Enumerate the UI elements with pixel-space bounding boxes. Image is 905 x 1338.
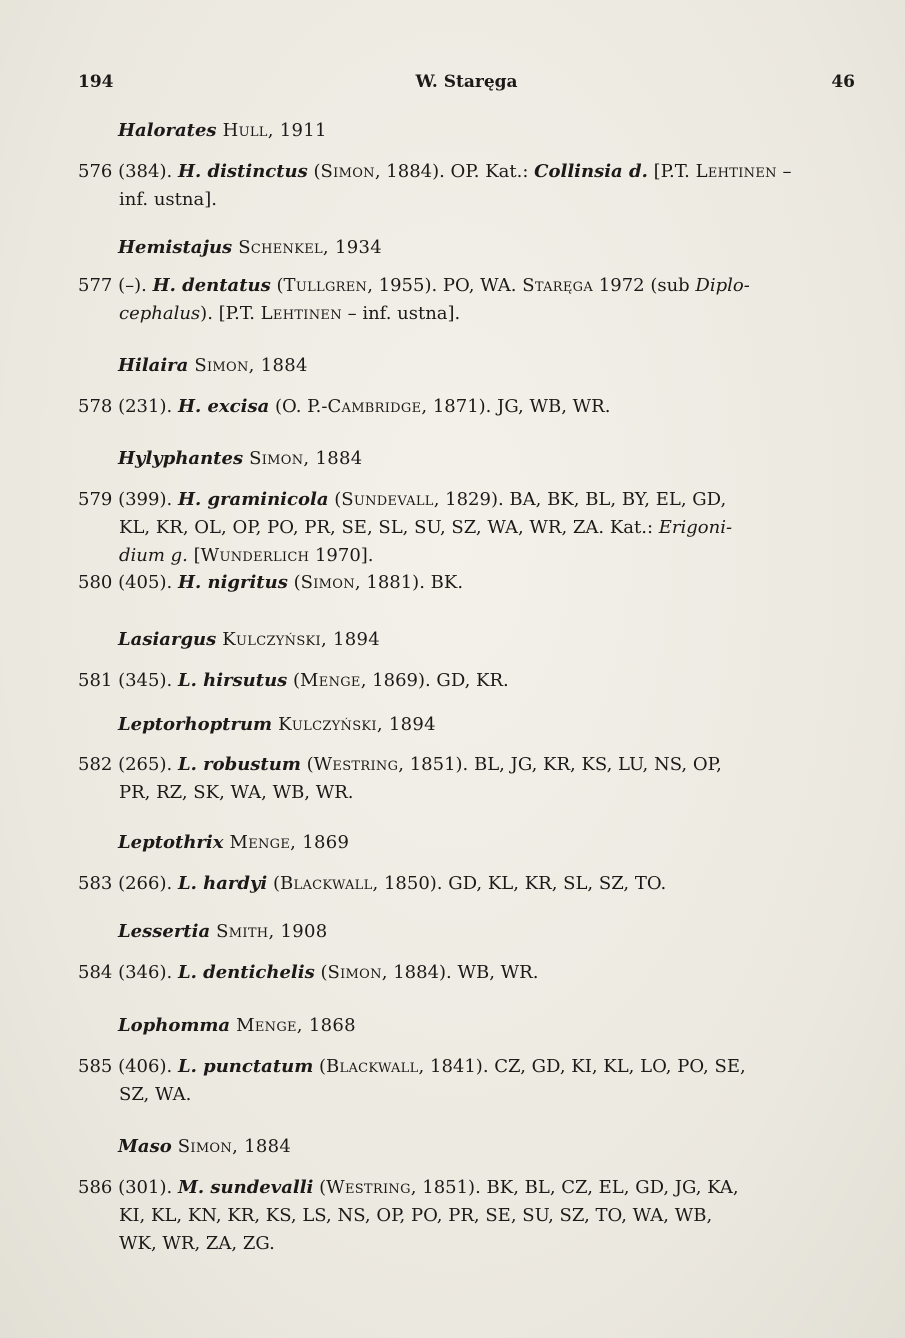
species-entry xyxy=(78,751,868,807)
genus-name: Hilaira xyxy=(118,355,189,376)
entry-line xyxy=(78,667,868,695)
genus-authority: Kulczyński, 1894 xyxy=(216,629,381,650)
text-run: SZ, WA. xyxy=(119,1084,192,1105)
genus-name: Lophomma xyxy=(118,1015,231,1036)
species-entry xyxy=(78,1053,868,1109)
text-run: 1970]. xyxy=(309,545,374,566)
text-run: KL, KR, OL, OP, PO, PR, SE, SL, SU, SZ, WA, WR, ZA. Kat.: xyxy=(119,517,659,538)
species-entry xyxy=(78,569,868,597)
species-entry xyxy=(78,158,868,214)
italic-text: Diplo- xyxy=(695,275,750,296)
genus-heading xyxy=(118,1015,356,1036)
species-entry xyxy=(78,1174,868,1258)
entry-line xyxy=(78,158,868,186)
species-name: L. dentichelis xyxy=(177,962,315,983)
genus-heading xyxy=(118,629,380,650)
text-run: ( xyxy=(300,754,314,775)
genus-name: Leptorhoptrum xyxy=(118,714,273,735)
author-name: Sundevall xyxy=(341,489,434,510)
author-name: Tullgren xyxy=(283,275,368,296)
species-name: H. dentatus xyxy=(152,275,271,296)
text-run: KI, KL, KN, KR, KS, LS, NS, OP, PO, PR, SE, SU, SZ, TO, WA, WB, xyxy=(119,1205,713,1226)
page-number: 194 xyxy=(78,72,114,92)
text-run: inf. ustna]. xyxy=(119,189,217,210)
author-name: Westring xyxy=(326,1177,411,1198)
genus-authority: Menge, 1869 xyxy=(223,832,350,853)
text-run: ( xyxy=(287,670,301,691)
entry-line xyxy=(78,300,868,328)
species-entry xyxy=(78,667,868,695)
text-run: 1972 (sub xyxy=(593,275,696,296)
genus-name: Hylyphantes xyxy=(118,448,244,469)
text-run: 586 (301). xyxy=(78,1177,178,1198)
entry-line xyxy=(78,1174,868,1202)
genus-name: Maso xyxy=(118,1136,172,1157)
text-run: PR, RZ, SK, WA, WB, WR. xyxy=(119,782,354,803)
text-run: – inf. ustna]. xyxy=(341,303,461,324)
genus-name: Lasiargus xyxy=(118,629,217,650)
genus-authority: Kulczyński, 1894 xyxy=(272,714,436,735)
text-run: 583 (266). xyxy=(78,873,178,894)
running-header xyxy=(78,72,855,98)
species-entry xyxy=(78,486,868,570)
genus-heading xyxy=(118,120,327,141)
entry-line xyxy=(78,569,868,597)
italic-text: Erigoni- xyxy=(658,517,733,538)
species-name: L. hirsutus xyxy=(177,670,288,691)
running-author: W. Staręga xyxy=(415,72,518,92)
volume-number: 46 xyxy=(831,72,855,92)
genus-heading xyxy=(118,714,436,735)
author-name: Westring xyxy=(313,754,399,775)
entry-line xyxy=(78,1053,868,1081)
text-run: , 1851). BK, BL, CZ, EL, GD, JG, KA, xyxy=(410,1177,739,1198)
author-name: Lehtinen xyxy=(260,303,342,324)
author-name: Blackwall xyxy=(326,1056,419,1077)
species-name: H. nigritus xyxy=(177,572,288,593)
text-run: , 1869). GD, KR. xyxy=(360,670,509,691)
italic-text: cephalus xyxy=(119,303,201,324)
text-run: ( xyxy=(267,873,280,894)
text-run: , 1884). OP. Kat.: xyxy=(374,161,535,182)
text-run: 580 (405). xyxy=(78,572,178,593)
species-name: H. distinctus xyxy=(177,161,308,182)
genus-authority: Simon, 1884 xyxy=(171,1136,292,1157)
text-run: 576 (384). xyxy=(78,161,178,182)
text-run: 578 (231). xyxy=(78,396,178,417)
genus-heading xyxy=(118,921,328,942)
text-run: 585 (406). xyxy=(78,1056,178,1077)
entry-line xyxy=(78,486,868,514)
text-run: , 1851). BL, JG, KR, KS, LU, NS, OP, xyxy=(398,754,722,775)
author-name: Lehtinen xyxy=(695,161,777,182)
text-run: [ xyxy=(187,545,201,566)
species-name: L. robustum xyxy=(177,754,301,775)
entry-line xyxy=(78,1230,868,1258)
text-run: , 1871). JG, WB, WR. xyxy=(421,396,611,417)
genus-authority: Menge, 1868 xyxy=(230,1015,356,1036)
species-entry xyxy=(78,870,868,898)
genus-name: Hemistajus xyxy=(118,237,233,258)
entry-line xyxy=(78,186,868,214)
text-run: WK, WR, ZA, ZG. xyxy=(119,1233,275,1254)
genus-heading xyxy=(118,1136,291,1157)
text-run: , 1850). GD, KL, KR, SL, SZ, TO. xyxy=(372,873,667,894)
species-name: L. hardyi xyxy=(177,873,268,894)
author-name: Wunderlich xyxy=(200,545,310,566)
genus-authority: Smith, 1908 xyxy=(210,921,328,942)
species-name: L. punctatum xyxy=(177,1056,314,1077)
species-entry xyxy=(78,393,868,421)
entry-line xyxy=(78,959,868,987)
text-run: 581 (345). xyxy=(78,670,178,691)
italic-text: dium g. xyxy=(119,545,188,566)
entry-line xyxy=(78,870,868,898)
entry-line xyxy=(78,751,868,779)
text-run: , 1829). BA, BK, BL, BY, EL, GD, xyxy=(433,489,727,510)
text-run: ( xyxy=(270,275,284,296)
text-run: , 1955). PO, WA. xyxy=(367,275,523,296)
text-run: 577 (–). xyxy=(78,275,153,296)
entry-line xyxy=(78,393,868,421)
text-run: 582 (265). xyxy=(78,754,178,775)
text-run: (O. P.- xyxy=(269,396,328,417)
author-name: Menge xyxy=(300,670,361,691)
text-run: ( xyxy=(313,1056,327,1077)
genus-heading xyxy=(118,832,349,853)
genus-name: Halorates xyxy=(118,120,217,141)
entry-line xyxy=(78,272,868,300)
entry-line xyxy=(78,514,868,542)
text-run: [P.T. xyxy=(647,161,696,182)
text-run: , 1884). WB, WR. xyxy=(381,962,539,983)
author-name: Simon xyxy=(320,161,375,182)
text-run: , 1881). BK. xyxy=(354,572,464,593)
author-name: Blackwall xyxy=(280,873,373,894)
text-run: , 1841). CZ, GD, KI, KL, LO, PO, SE, xyxy=(418,1056,746,1077)
genus-authority: Simon, 1884 xyxy=(243,448,363,469)
text-run: 579 (399). xyxy=(78,489,178,510)
species-entry xyxy=(78,959,868,987)
species-name: M. sundevalli xyxy=(177,1177,314,1198)
genus-heading xyxy=(118,237,382,258)
text-run: ( xyxy=(328,489,342,510)
entry-line xyxy=(78,1202,868,1230)
text-run: 584 (346). xyxy=(78,962,178,983)
author-name: Staręga xyxy=(522,275,594,296)
text-run: – xyxy=(776,161,792,182)
author-name: Simon xyxy=(327,962,382,983)
genus-authority: Schenkel, 1934 xyxy=(232,237,382,258)
genus-name: Lessertia xyxy=(118,921,211,942)
author-name: Cambridge xyxy=(327,396,422,417)
species-name: Collinsia d. xyxy=(534,161,648,182)
author-name: Simon xyxy=(300,572,355,593)
text-run: ( xyxy=(287,572,301,593)
species-entry xyxy=(78,272,868,328)
text-run: ( xyxy=(307,161,321,182)
species-name: H. excisa xyxy=(177,396,270,417)
genus-authority: Simon, 1884 xyxy=(188,355,308,376)
genus-authority: Hull, 1911 xyxy=(216,120,327,141)
species-name: H. graminicola xyxy=(177,489,329,510)
genus-name: Leptothrix xyxy=(118,832,224,853)
entry-line xyxy=(78,1081,868,1109)
genus-heading xyxy=(118,355,308,376)
genus-heading xyxy=(118,448,362,469)
text-run: ( xyxy=(313,1177,327,1198)
entry-line xyxy=(78,779,868,807)
text-run: ( xyxy=(314,962,328,983)
entry-line xyxy=(78,542,868,570)
text-run: ). [P.T. xyxy=(200,303,261,324)
